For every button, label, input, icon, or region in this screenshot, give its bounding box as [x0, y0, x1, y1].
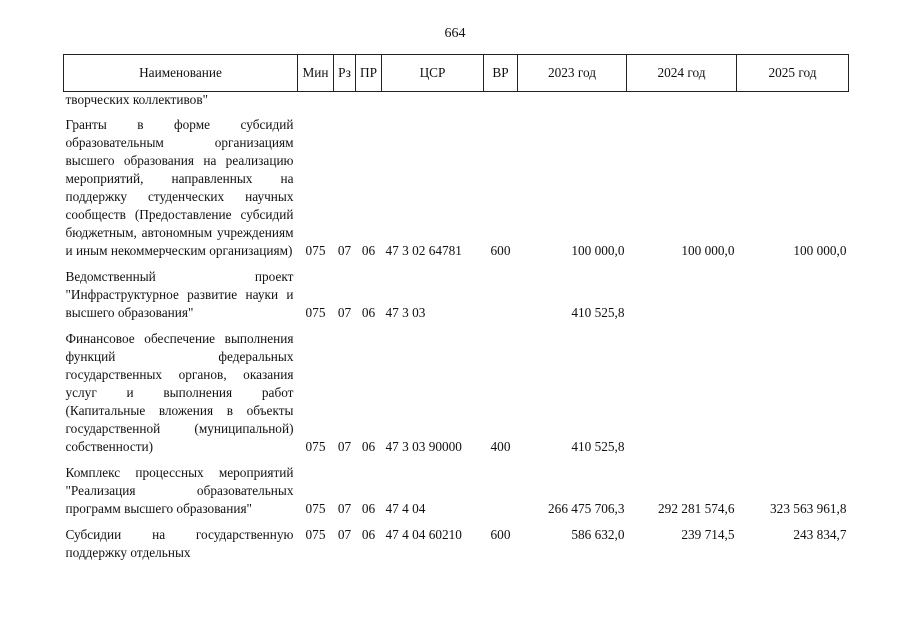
row-2023: 410 525,8	[571, 439, 625, 454]
row-min: 075	[305, 527, 326, 542]
row-min: 075	[305, 305, 326, 320]
table-row	[64, 330, 849, 464]
row-csr: 47 4 04	[385, 501, 426, 516]
row-pr: 06	[361, 305, 376, 320]
row-2025	[737, 92, 849, 117]
header-2024: 2024 год	[627, 55, 737, 92]
row-csr: 47 3 03	[385, 305, 426, 320]
table-row	[64, 268, 849, 330]
row-name	[64, 526, 298, 562]
row-name	[64, 116, 298, 268]
row-pr: 06	[361, 243, 376, 258]
row-csr: 47 3 03 90000	[385, 439, 462, 454]
header-pr: ПР	[356, 55, 382, 92]
table-header-row	[64, 55, 849, 92]
row-2024	[627, 268, 737, 330]
header-rz: Рз	[334, 55, 356, 92]
row-vr: 600	[490, 527, 511, 542]
table-row	[64, 464, 849, 526]
row-2025: 243 834,7	[793, 527, 847, 542]
row-2025	[737, 330, 849, 464]
row-2024: 239 714,5	[681, 527, 735, 542]
row-name	[64, 464, 298, 526]
row-name	[64, 330, 298, 464]
row-2025	[737, 268, 849, 330]
row-csr: 47 3 02 64781	[385, 243, 462, 258]
row-2024: 100 000,0	[681, 243, 735, 258]
header-2023: 2023 год	[518, 55, 627, 92]
row-pr: 06	[361, 501, 376, 516]
budget-table	[63, 54, 849, 562]
row-2023: 410 525,8	[571, 305, 625, 320]
row-rz: 07	[337, 305, 352, 320]
row-name-text: Ведомственный проект "Инфраструктурное развитие науки и высшего образования"	[65, 269, 294, 320]
row-name-text: Комплекс процессных мероприятий "Реализация образовательных программ высшего образования"	[65, 465, 294, 516]
row-rz: 07	[337, 501, 352, 516]
header-2025: 2025 год	[737, 55, 849, 92]
row-name	[64, 92, 298, 117]
row-min: 075	[305, 243, 326, 258]
row-name-text: Финансовое обеспечение выполнения функций федеральных государственных органов, оказания услуг и выполнения работ (Капитальные вложения в объекты государственной (муниципальной) собственности)	[65, 331, 294, 454]
row-name-text: творческих коллективов"	[65, 92, 209, 107]
table-row	[64, 526, 849, 562]
row-name	[64, 268, 298, 330]
header-csr: ЦСР	[382, 55, 484, 92]
row-vr	[484, 268, 518, 330]
row-min: 075	[305, 501, 326, 516]
row-2023: 266 475 706,3	[548, 501, 625, 516]
row-csr	[382, 92, 484, 117]
row-min: 075	[305, 439, 326, 454]
row-2024	[627, 92, 737, 117]
table-row	[64, 116, 849, 268]
row-csr: 47 4 04 60210	[385, 527, 462, 542]
header-name: Наименование	[64, 55, 298, 92]
row-2024: 292 281 574,6	[658, 501, 735, 516]
row-2023	[518, 92, 627, 117]
header-vr: ВР	[484, 55, 518, 92]
header-min: Мин	[298, 55, 334, 92]
row-rz: 07	[337, 439, 352, 454]
row-rz: 07	[337, 243, 352, 258]
page-number: 664	[444, 26, 466, 41]
row-2023: 100 000,0	[571, 243, 625, 258]
row-vr	[484, 92, 518, 117]
row-vr: 600	[490, 243, 511, 258]
row-rz	[334, 92, 356, 117]
row-pr	[356, 92, 382, 117]
table-row	[64, 92, 849, 117]
row-rz: 07	[337, 527, 352, 542]
row-2023: 586 632,0	[571, 527, 625, 542]
row-name-text: Гранты в форме субсидий образовательным организациям высшего образования на реализацию мероприятий, направленных на поддержку студенческих научных сообществ (Предоставление субсидий бюджетным, автономным учреждениям и иным некоммерческим организациям)	[65, 117, 294, 258]
row-pr: 06	[361, 527, 376, 542]
row-name-text: Субсидии на государственную поддержку отдельных	[65, 527, 294, 560]
row-2025: 323 563 961,8	[770, 501, 847, 516]
row-pr: 06	[361, 439, 376, 454]
row-2024	[627, 330, 737, 464]
row-min	[298, 92, 334, 117]
row-2025: 100 000,0	[793, 243, 847, 258]
row-vr: 400	[490, 439, 511, 454]
row-vr	[484, 464, 518, 526]
